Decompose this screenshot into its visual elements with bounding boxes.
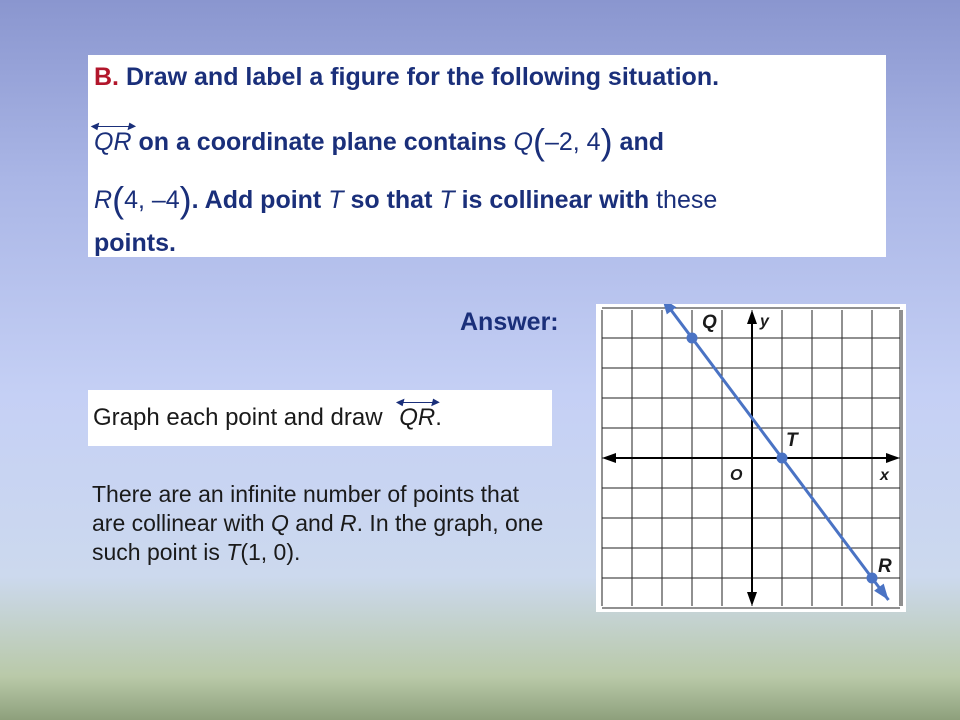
explanation-part-1: There are an infinite number of points that are collinear with bbox=[92, 481, 520, 536]
point-q-coords: –2, 4 bbox=[544, 128, 601, 156]
and-word: and bbox=[619, 128, 664, 156]
instruction-panel bbox=[88, 390, 552, 446]
explanation-part-3: . In the graph, one such point is bbox=[92, 510, 544, 565]
ray-qr-name: QR bbox=[94, 128, 132, 156]
point-q bbox=[687, 333, 698, 344]
point-r bbox=[867, 573, 878, 584]
point-q-name: Q bbox=[513, 128, 533, 156]
answer-label: Answer: bbox=[460, 308, 559, 336]
instruction-main: Graph each point and draw bbox=[93, 404, 383, 431]
origin-label: O bbox=[730, 467, 743, 484]
problem-line-1-text: Draw and label a figure for the following situation. bbox=[125, 63, 720, 91]
x-axis-label: x bbox=[880, 467, 889, 484]
explanation-text bbox=[92, 480, 552, 567]
point-r-coords: 4, –4 bbox=[124, 186, 180, 214]
these-word: these bbox=[656, 186, 718, 214]
point-t-name: T bbox=[328, 186, 344, 214]
point-t-name-2: T bbox=[439, 186, 455, 214]
problem-statement-panel bbox=[88, 55, 886, 257]
point-r-name: R bbox=[94, 186, 113, 214]
instruction-text bbox=[93, 397, 442, 432]
problem-label: B. bbox=[94, 63, 119, 91]
problem-line-4: points. bbox=[94, 229, 176, 257]
explanation-t: T bbox=[226, 539, 241, 565]
instruction-ray-name: QR bbox=[399, 404, 436, 431]
explanation-q: Q bbox=[270, 510, 289, 536]
problem-line-3-post: is collinear with bbox=[461, 186, 650, 214]
explanation-part-4: (1, 0). bbox=[240, 539, 301, 565]
point-label-q: Q bbox=[702, 312, 717, 333]
problem-line-1 bbox=[94, 63, 719, 92]
explanation-part-2: and bbox=[295, 510, 334, 536]
point-label-t: T bbox=[786, 430, 798, 451]
y-axis-label: y bbox=[760, 313, 769, 330]
coordinate-graph bbox=[596, 304, 906, 612]
instruction-period: . bbox=[435, 404, 442, 431]
instruction-ray-symbol: ◀ QR ▶ bbox=[395, 397, 440, 431]
point-label-r: R bbox=[878, 556, 892, 577]
explanation-r: R bbox=[340, 510, 357, 536]
problem-line-3-pre: . Add point bbox=[191, 186, 322, 214]
problem-line-2-text: on a coordinate plane contains bbox=[138, 128, 507, 156]
problem-line-3-mid: so that bbox=[350, 186, 433, 214]
point-t bbox=[777, 453, 788, 464]
ray-qr-symbol: ◀ QR ▶ bbox=[90, 121, 136, 156]
problem-line-2: ◀ QR ▶ on a coordinate plane contains Q(–2, 4) and bbox=[90, 121, 664, 162]
problem-line-3: R(4, –4). Add point T so that T is collinear with these bbox=[94, 179, 718, 220]
